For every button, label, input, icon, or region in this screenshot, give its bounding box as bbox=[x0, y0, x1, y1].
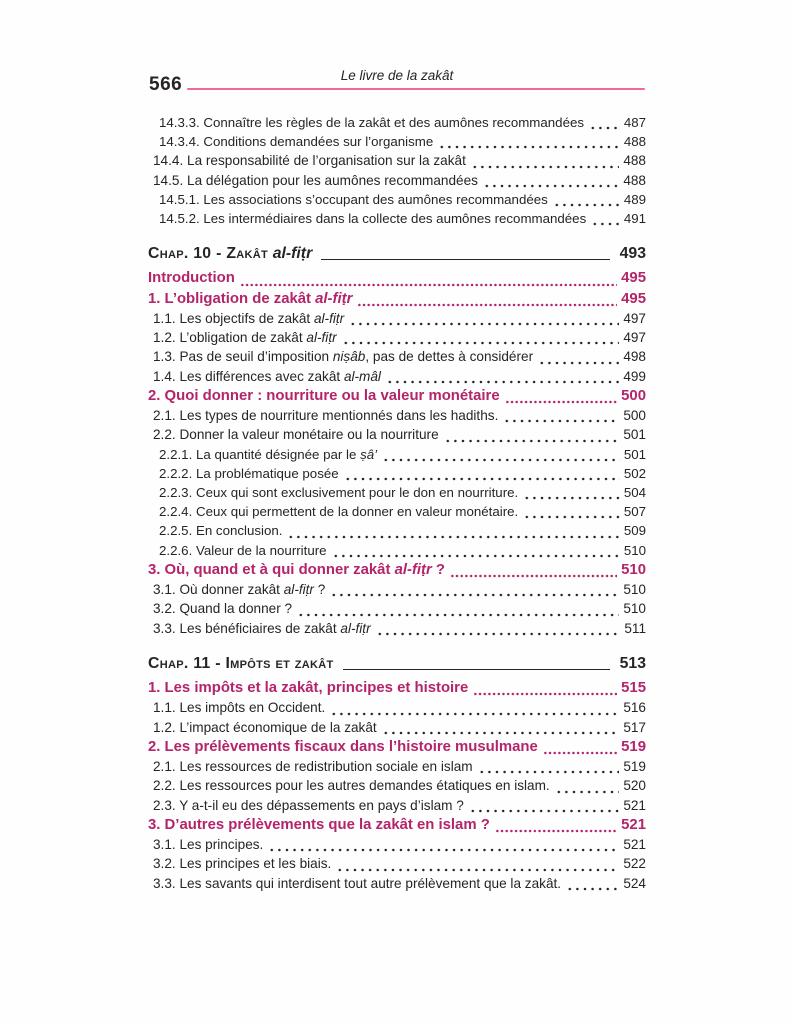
toc-entry-page: 495 bbox=[621, 290, 646, 307]
toc-entry-page: 519 bbox=[621, 738, 646, 755]
toc-entry bbox=[148, 483, 646, 502]
toc-entry-label: 2.2.2. La problématique posée bbox=[159, 465, 339, 481]
toc-entry-label: 3.1. Les principes. bbox=[153, 837, 264, 853]
toc-entry bbox=[148, 445, 646, 464]
toc-entry bbox=[148, 835, 646, 854]
dot-leader bbox=[503, 419, 619, 423]
toc-entry bbox=[148, 757, 646, 776]
dot-leader bbox=[240, 283, 617, 287]
running-title: Le livre de la zakât bbox=[340, 68, 454, 83]
toc-entry-label: 1.3. Pas de seuil d’imposition niṣâb, pas de dettes à considérer bbox=[153, 349, 534, 365]
dot-leader bbox=[469, 809, 619, 813]
toc-entry-label: Chap. 10 - Zakât al-fiṭr bbox=[148, 245, 313, 263]
toc-entry-label: 1. Les impôts et la zakât, principes et histoire bbox=[148, 679, 469, 696]
page-header bbox=[148, 66, 646, 95]
dot-leader bbox=[478, 770, 620, 774]
toc-entry bbox=[148, 209, 646, 228]
dot-leader bbox=[450, 574, 617, 578]
toc-entry bbox=[148, 151, 646, 170]
toc-entry-page: 517 bbox=[623, 719, 646, 735]
toc-entry-label: 14.5.1. Les associations s’occupant des aumônes recommandées bbox=[159, 191, 548, 207]
toc-entry-page: 488 bbox=[623, 153, 646, 169]
toc-entry-label: 1.1. Les impôts en Occident. bbox=[153, 700, 326, 716]
toc-entry-page: 510 bbox=[621, 561, 646, 578]
dot-leader bbox=[483, 184, 619, 188]
toc-entry bbox=[148, 599, 646, 618]
toc-entry-page: 513 bbox=[619, 654, 646, 672]
toc-entry-page: 504 bbox=[623, 485, 646, 501]
toc-entry-label: Introduction bbox=[148, 270, 235, 287]
toc-entry-label: 2.2.4. Ceux qui permettent de la donner en valeur monétaire. bbox=[159, 504, 519, 520]
dot-leader bbox=[332, 554, 620, 558]
dot-leader bbox=[330, 712, 619, 716]
dot-leader bbox=[287, 535, 619, 539]
toc-entry-page: 493 bbox=[619, 245, 646, 263]
dot-leader bbox=[566, 887, 619, 891]
toc-entry bbox=[148, 425, 646, 444]
toc-entry-page: 501 bbox=[623, 446, 646, 462]
toc-entry bbox=[148, 796, 646, 815]
toc-entry-page: 521 bbox=[621, 816, 646, 833]
toc-entry bbox=[148, 386, 646, 406]
toc-entry-label: 2.3. Y a-t-il eu des dépassements en pays d’islam ? bbox=[153, 797, 464, 813]
dot-leader bbox=[336, 868, 619, 872]
toc-entry-label: 3.1. Où donner zakât al-fiṭr ? bbox=[153, 582, 326, 598]
toc-entry-page: 511 bbox=[624, 620, 646, 636]
toc-entry bbox=[148, 580, 646, 599]
toc-entry-page: 519 bbox=[623, 759, 646, 775]
toc-entry bbox=[148, 653, 646, 674]
toc-entry bbox=[148, 619, 646, 638]
toc-entry-page: 510 bbox=[623, 582, 646, 598]
dot-leader bbox=[473, 692, 617, 696]
toc-entry bbox=[148, 113, 646, 132]
toc-entry-label: Chap. 11 - Impôts et zakât bbox=[148, 654, 334, 672]
toc-entry-page: 501 bbox=[623, 427, 646, 443]
toc-entry bbox=[148, 367, 646, 386]
toc-entry-label: 2.2.6. Valeur de la nourriture bbox=[159, 542, 327, 558]
toc-entry bbox=[148, 854, 646, 873]
toc-entry-page: 510 bbox=[623, 542, 646, 558]
toc-entry bbox=[148, 289, 646, 309]
dot-leader bbox=[523, 496, 620, 500]
dot-leader bbox=[471, 165, 619, 169]
toc-entry-page: 507 bbox=[623, 504, 646, 520]
toc-entry-label: 2.1. Les ressources de redistribution sociale en islam bbox=[153, 759, 473, 775]
toc-entry-page: 510 bbox=[623, 601, 646, 617]
dot-leader bbox=[382, 731, 620, 735]
toc-entry-label: 2.1. Les types de nourriture mentionnés dans les hadiths. bbox=[153, 408, 499, 424]
toc-entry-page: 524 bbox=[623, 875, 646, 891]
toc-entry-label: 2.2.1. La quantité désignée par le ṣâ’ bbox=[159, 446, 378, 462]
toc-entry-label: 2.2.5. En conclusion. bbox=[159, 523, 283, 539]
toc-entry bbox=[148, 776, 646, 795]
toc-entry-label: 3.2. Les principes et les biais. bbox=[153, 856, 332, 872]
dot-leader bbox=[297, 613, 619, 617]
toc-entry bbox=[148, 718, 646, 737]
dot-leader bbox=[591, 222, 620, 226]
toc-entry-label: 1. L’obligation de zakât al-fiṭr bbox=[148, 290, 353, 307]
toc-entry-label: 2. Les prélèvements fiscaux dans l’histoire musulmane bbox=[148, 738, 538, 755]
toc-entry-page: 488 bbox=[623, 134, 646, 150]
toc-entry-page: 495 bbox=[621, 270, 646, 287]
toc-entry bbox=[148, 328, 646, 347]
dot-leader bbox=[523, 515, 620, 519]
toc-entry-label: 1.2. L’impact économique de la zakât bbox=[153, 719, 377, 735]
toc-entry bbox=[148, 874, 646, 893]
toc-entry-label: 3.2. Quand la donner ? bbox=[153, 601, 293, 617]
toc-entry-page: 516 bbox=[623, 700, 646, 716]
toc-entry bbox=[148, 541, 646, 560]
dot-leader bbox=[386, 380, 619, 384]
dot-leader bbox=[342, 341, 620, 345]
toc-entry bbox=[148, 464, 646, 483]
toc-entry-label: 2. Quoi donner : nourriture ou la valeur monétaire bbox=[148, 387, 500, 404]
dot-leader bbox=[344, 477, 620, 481]
toc-list bbox=[148, 113, 646, 893]
page-content bbox=[148, 66, 646, 893]
toc-entry bbox=[148, 132, 646, 151]
dot-leader bbox=[543, 751, 617, 755]
dot-leader bbox=[382, 458, 620, 462]
toc-entry-page: 497 bbox=[623, 311, 646, 327]
toc-entry-label: 1.2. L’obligation de zakât al-fiṭr bbox=[153, 330, 337, 346]
toc-entry-label: 14.4. La responsabilité de l’organisation sur la zakât bbox=[153, 153, 466, 169]
toc-entry-label: 3. Où, quand et à qui donner zakât al-fiṭr ? bbox=[148, 561, 446, 578]
dot-leader bbox=[495, 829, 617, 833]
toc-entry bbox=[148, 190, 646, 209]
dot-leader bbox=[349, 322, 619, 326]
toc-entry-label: 3. D’autres prélèvements que la zakât en islam ? bbox=[148, 816, 490, 833]
dot-leader bbox=[357, 303, 617, 307]
toc-entry-page: 520 bbox=[623, 778, 646, 794]
toc-entry-page: 500 bbox=[621, 387, 646, 404]
dot-leader bbox=[589, 126, 620, 130]
toc-entry-page: 497 bbox=[623, 330, 646, 346]
toc-entry bbox=[148, 268, 646, 288]
dot-leader bbox=[376, 632, 621, 636]
toc-entry-page: 487 bbox=[623, 115, 646, 130]
toc-entry bbox=[148, 347, 646, 366]
toc-entry bbox=[148, 521, 646, 540]
toc-entry bbox=[148, 560, 646, 580]
toc-entry-label: 14.5.2. Les intermédiaires dans la collecte des aumônes recommandées bbox=[159, 211, 587, 227]
toc-entry-label: 3.3. Les bénéficiaires de zakât al-fiṭr bbox=[153, 620, 371, 636]
toc-entry-label: 1.1. Les objectifs de zakât al-fiṭr bbox=[153, 311, 345, 327]
header-rule bbox=[187, 88, 645, 90]
toc-entry-page: 509 bbox=[623, 523, 646, 539]
toc-entry-page: 521 bbox=[623, 837, 646, 853]
toc-entry bbox=[148, 243, 646, 264]
dot-leader bbox=[438, 145, 620, 149]
toc-entry-label: 14.3.3. Connaître les règles de la zakât et des aumônes recommandées bbox=[159, 115, 585, 130]
toc-entry bbox=[148, 309, 646, 328]
toc-entry-label: 14.5. La délégation pour les aumônes recommandées bbox=[153, 172, 478, 188]
toc-entry bbox=[148, 678, 646, 698]
dot-leader bbox=[343, 669, 610, 670]
dot-leader bbox=[553, 203, 620, 207]
toc-entry-page: 488 bbox=[623, 172, 646, 188]
toc-entry-page: 502 bbox=[623, 465, 646, 481]
page-number: 566 bbox=[149, 74, 183, 95]
toc-entry-page: 500 bbox=[623, 408, 646, 424]
toc-entry-label: 2.2.3. Ceux qui sont exclusivement pour le don en nourriture. bbox=[159, 485, 519, 501]
toc-entry-label: 2.2. Les ressources pour les autres demandes étatiques en islam. bbox=[153, 778, 550, 794]
dot-leader bbox=[268, 848, 619, 852]
dot-leader bbox=[555, 790, 620, 794]
dot-leader bbox=[330, 593, 619, 597]
toc-entry bbox=[148, 737, 646, 757]
toc-entry bbox=[148, 406, 646, 425]
toc-entry bbox=[148, 502, 646, 521]
toc-entry-page: 491 bbox=[623, 211, 646, 227]
toc-entry bbox=[148, 698, 646, 717]
dot-leader bbox=[505, 400, 618, 404]
toc-entry-page: 515 bbox=[621, 679, 646, 696]
toc-entry bbox=[148, 815, 646, 835]
toc-entry-page: 499 bbox=[623, 368, 646, 384]
toc-entry-page: 521 bbox=[623, 797, 646, 813]
toc-entry-label: 1.4. Les différences avec zakât al-mâl bbox=[153, 368, 381, 384]
toc-entry-page: 498 bbox=[623, 349, 646, 365]
toc-entry-page: 489 bbox=[623, 191, 646, 207]
toc-entry-label: 14.3.4. Conditions demandées sur l’organisme bbox=[159, 134, 434, 150]
dot-leader bbox=[538, 361, 619, 365]
toc-entry bbox=[148, 171, 646, 190]
dot-leader bbox=[444, 439, 620, 443]
toc-entry-label: 2.2. Donner la valeur monétaire ou la nourriture bbox=[153, 427, 439, 443]
dot-leader bbox=[321, 259, 609, 260]
toc-entry-page: 522 bbox=[623, 856, 646, 872]
toc-entry-label: 3.3. Les savants qui interdisent tout autre prélèvement que la zakât. bbox=[153, 875, 562, 891]
